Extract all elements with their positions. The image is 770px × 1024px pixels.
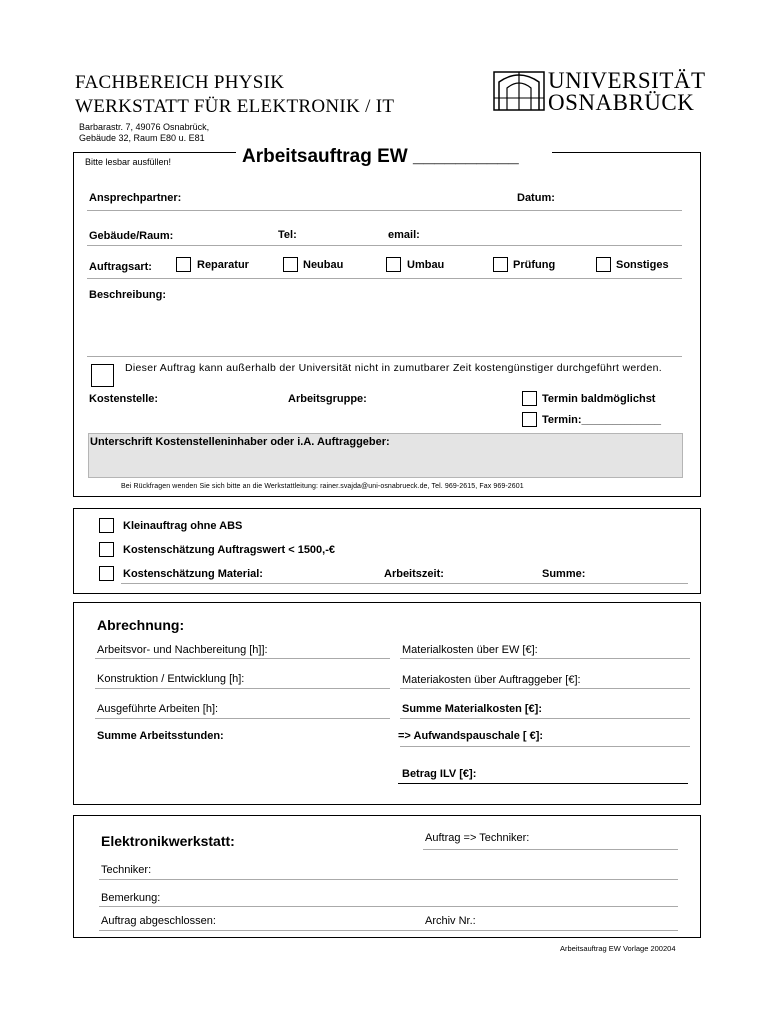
form-top-border-left [73,152,236,153]
datum-label: Datum: [517,192,555,204]
form-title: Arbeitsauftrag EW __________ [242,146,519,167]
beschreibung-label: Beschreibung: [89,289,167,301]
betrag-field[interactable] [398,783,688,784]
archiv-label: Archiv Nr.: [425,915,476,927]
konstruktion-field[interactable] [95,688,390,689]
header-line1: FACHBEREICH PHYSIK [75,72,285,93]
fill-hint: Bitte lesbar ausfüllen! [85,157,172,167]
footer-version: Arbeitsauftrag EW Vorlage 200204 [560,944,676,953]
termin-bald-checkbox[interactable] [522,391,537,406]
arbeitsvor-field[interactable] [95,658,390,659]
material-ew-label: Materialkosten über EW [€]: [402,644,538,656]
termin-label: Termin:_____________ [542,414,662,426]
konstruktion-label: Konstruktion / Entwicklung [h]: [97,673,245,685]
contact-note: Bei Rückfragen wenden Sie sich bitte an die Werkstattleitung: rainer.svajda@uni-osnabrueck.de, Tel. 969-2615, Fax 969-2601 [121,483,524,490]
techniker-label: Techniker: [101,864,152,876]
auftrag-techniker-field[interactable] [423,849,678,850]
pauschale-label: => Aufwandspauschale [ €]: [398,730,544,742]
arbeitsgruppe-label: Arbeitsgruppe: [288,393,367,405]
address-line1: Barbarastr. 7, 49076 Osnabrück, [79,122,210,132]
ansprechpartner-field[interactable] [87,210,682,211]
abgeschlossen-label: Auftrag abgeschlossen: [101,915,216,927]
summe-stunden-label: Summe Arbeitsstunden: [97,730,224,742]
sonstiges-checkbox[interactable] [596,257,611,272]
ausgefuehrt-label: Ausgeführte Arbeiten [h]: [97,703,219,715]
university-logo [493,68,706,116]
material-ag-field[interactable] [400,688,690,689]
pruefung-label: Prüfung [513,259,556,271]
neubau-label: Neubau [303,259,344,271]
university-seal-icon [493,68,545,116]
termin-bald-label: Termin baldmöglichst [542,393,656,405]
werkstatt-title: Elektronikwerkstatt: [101,833,235,849]
material-field[interactable] [121,583,688,584]
auftragsart-label: Auftragsart: [89,261,152,273]
beschreibung-field[interactable] [87,300,682,357]
ansprechpartner-label: Ansprechpartner: [89,192,182,204]
bemerkung-field[interactable] [99,906,678,907]
umbau-label: Umbau [407,259,445,271]
kostenschaetzung-label: Kostenschätzung Auftragswert < 1500,-€ [123,544,336,556]
material-label: Kostenschätzung Material: [123,568,263,580]
logo-text-line1: UNIVERSITÄT [548,68,706,93]
betrag-label: Betrag ILV [€]: [402,768,477,780]
kostenstelle-label: Kostenstelle: [89,393,159,405]
bemerkung-label: Bemerkung: [101,892,161,904]
email-label: email: [388,229,420,241]
arbeitsvor-label: Arbeitsvor- und Nachbereitung [h]]: [97,644,268,656]
signature-label: Unterschrift Kostenstelleninhaber oder i.A. Auftraggeber: [90,436,390,448]
form-top-border-right [552,152,701,153]
gebaeude-label: Gebäude/Raum: [89,230,174,242]
logo-text-line2: OSNABRÜCK [548,90,695,115]
abrechnung-title: Abrechnung: [97,617,185,633]
auftrag-techniker-label: Auftrag => Techniker: [425,832,530,844]
summe-material-label: Summe Materialkosten [€]: [402,703,542,715]
address-line2: Gebäude 32, Raum E80 u. E81 [79,133,205,143]
termin-checkbox[interactable] [522,412,537,427]
ausgefuehrt-field[interactable] [95,718,390,719]
arbeitszeit-label: Arbeitszeit: [384,568,444,580]
techniker-field[interactable] [99,879,678,880]
gebaeude-field[interactable] [87,245,682,246]
reparatur-checkbox[interactable] [176,257,191,272]
material-ew-field[interactable] [400,658,690,659]
notice-text: Dieser Auftrag kann außerhalb der Universität nicht in zumutbarer Zeit kostengünstiger durchgeführt werden. [125,362,662,374]
material-checkbox[interactable] [99,566,114,581]
summe-label: Summe: [542,568,586,580]
sonstiges-label: Sonstiges [616,259,669,271]
signature-field[interactable] [88,433,683,478]
neubau-checkbox[interactable] [283,257,298,272]
auftragsart-line [87,278,682,279]
umbau-checkbox[interactable] [386,257,401,272]
pruefung-checkbox[interactable] [493,257,508,272]
material-ag-label: Materiakosten über Auftraggeber [€]: [402,674,581,686]
abgeschlossen-field[interactable] [99,930,678,931]
kleinauftrag-label: Kleinauftrag ohne ABS [123,520,243,532]
pauschale-field[interactable] [400,746,690,747]
kostenschaetzung-checkbox[interactable] [99,542,114,557]
summe-material-field[interactable] [400,718,690,719]
tel-label: Tel: [278,229,297,241]
notice-checkbox[interactable] [91,364,114,387]
header-line2: WERKSTATT FÜR ELEKTRONIK / IT [75,96,395,117]
reparatur-label: Reparatur [197,259,249,271]
kleinauftrag-checkbox[interactable] [99,518,114,533]
